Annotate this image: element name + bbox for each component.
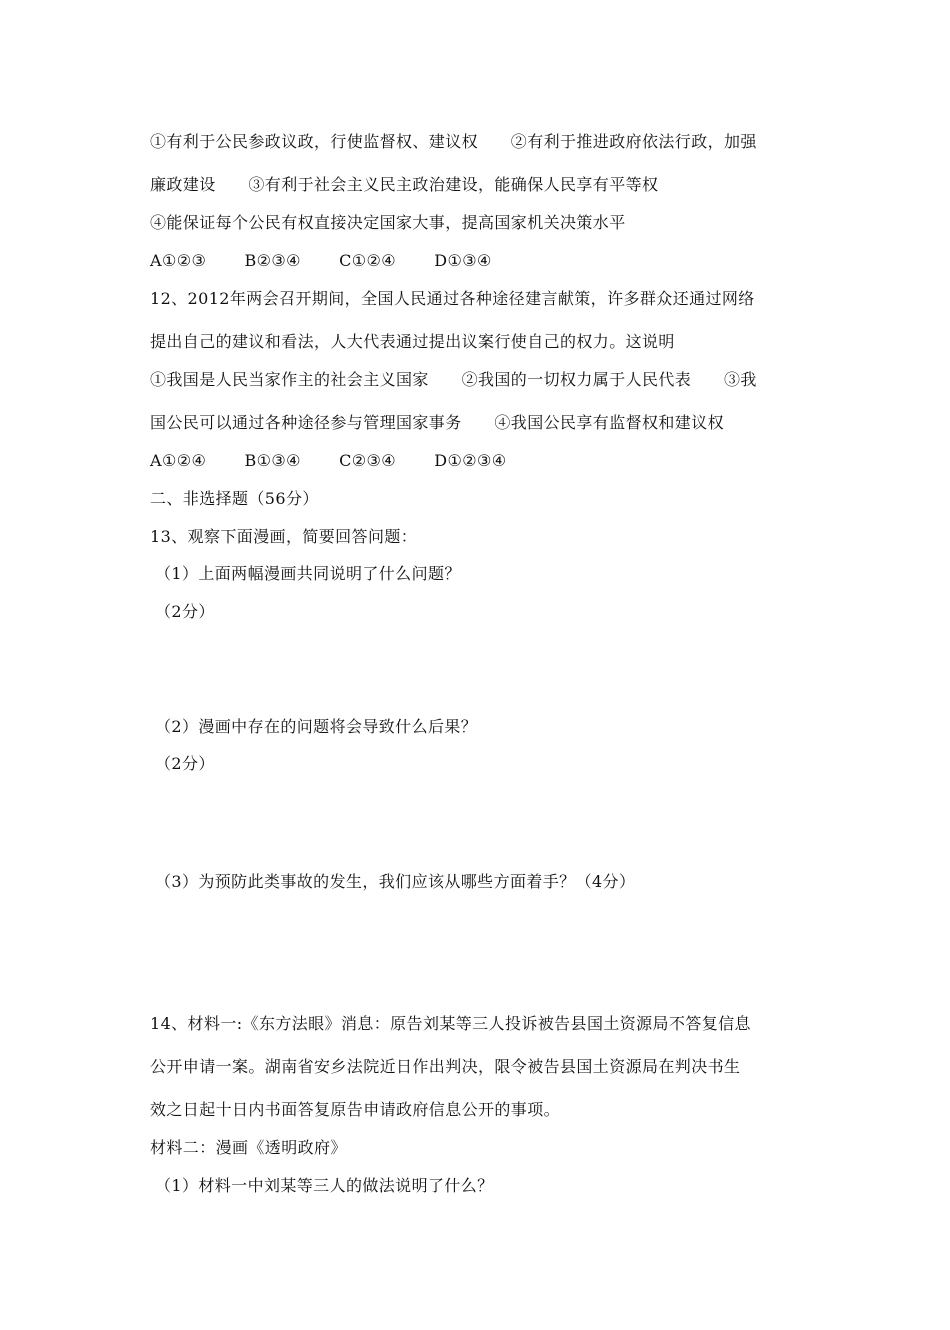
section-title: 二、非选择题（56分） bbox=[150, 489, 319, 508]
q14-material-1-line-2: 公开申请一案。湖南省安乡法院近日作出判决，限令被告县国土资源局在判决书生 bbox=[150, 1057, 741, 1076]
q14-sub-question-1: （1）材料一中刘某等三人的做法说明了什么？ bbox=[155, 1176, 494, 1195]
q12-option-line-2: 国公民可以通过各种途径参与管理国家事务 ④我国公民享有监督权和建议权 bbox=[150, 413, 725, 432]
q14-material-2: 材料二：漫画《透明政府》 bbox=[150, 1138, 347, 1157]
q13-sub-question-2: （2）漫画中存在的问题将会导致什么后果？ bbox=[155, 717, 478, 736]
q13-sub-question-1: （1）上面两幅漫画共同说明了什么问题？ bbox=[155, 564, 461, 583]
q13-sub-question-3: （3）为预防此类事故的发生，我们应该从哪些方面着手？（4分） bbox=[155, 872, 636, 891]
q14-material-1-line-3: 效之日起十日内书面答复原告申请政府信息公开的事项。 bbox=[150, 1100, 561, 1119]
q13-sub-question-1-score: （2分） bbox=[155, 602, 215, 621]
q12-stem-line-2: 提出自己的建议和看法，人大代表通过提出议案行使自己的权力。这说明 bbox=[150, 332, 675, 351]
q14-material-1-line-1: 14、材料一:《东方法眼》消息：原告刘某等三人投诉被告县国土资源局不答复信息 bbox=[150, 1014, 751, 1033]
q13-sub-question-2-score: （2分） bbox=[155, 754, 215, 773]
q11-option-line-3: ④能保证每个公民有权直接决定国家大事，提高国家机关决策水平 bbox=[150, 213, 626, 232]
q11-option-line-1: ①有利于公民参政议政，行使监督权、建议权 ②有利于推进政府依法行政，加强 bbox=[150, 132, 757, 151]
q11-option-line-2: 廉政建设 ③有利于社会主义民主政治建设，能确保人民享有平等权 bbox=[150, 175, 659, 194]
q12-choices: A①②④ B①③④ C②③④ D①②③④ bbox=[150, 451, 507, 470]
q12-stem-line-1: 12、2012年两会召开期间，全国人民通过各种途径建言献策，许多群众还通过网络 bbox=[150, 289, 755, 308]
q11-choices: A①②③ B②③④ C①②④ D①③④ bbox=[150, 251, 492, 270]
q12-option-line-1: ①我国是人民当家作主的社会主义国家 ②我国的一切权力属于人民代表 ③我 bbox=[150, 370, 757, 389]
q13-stem: 13、观察下面漫画，简要回答问题： bbox=[150, 527, 418, 546]
